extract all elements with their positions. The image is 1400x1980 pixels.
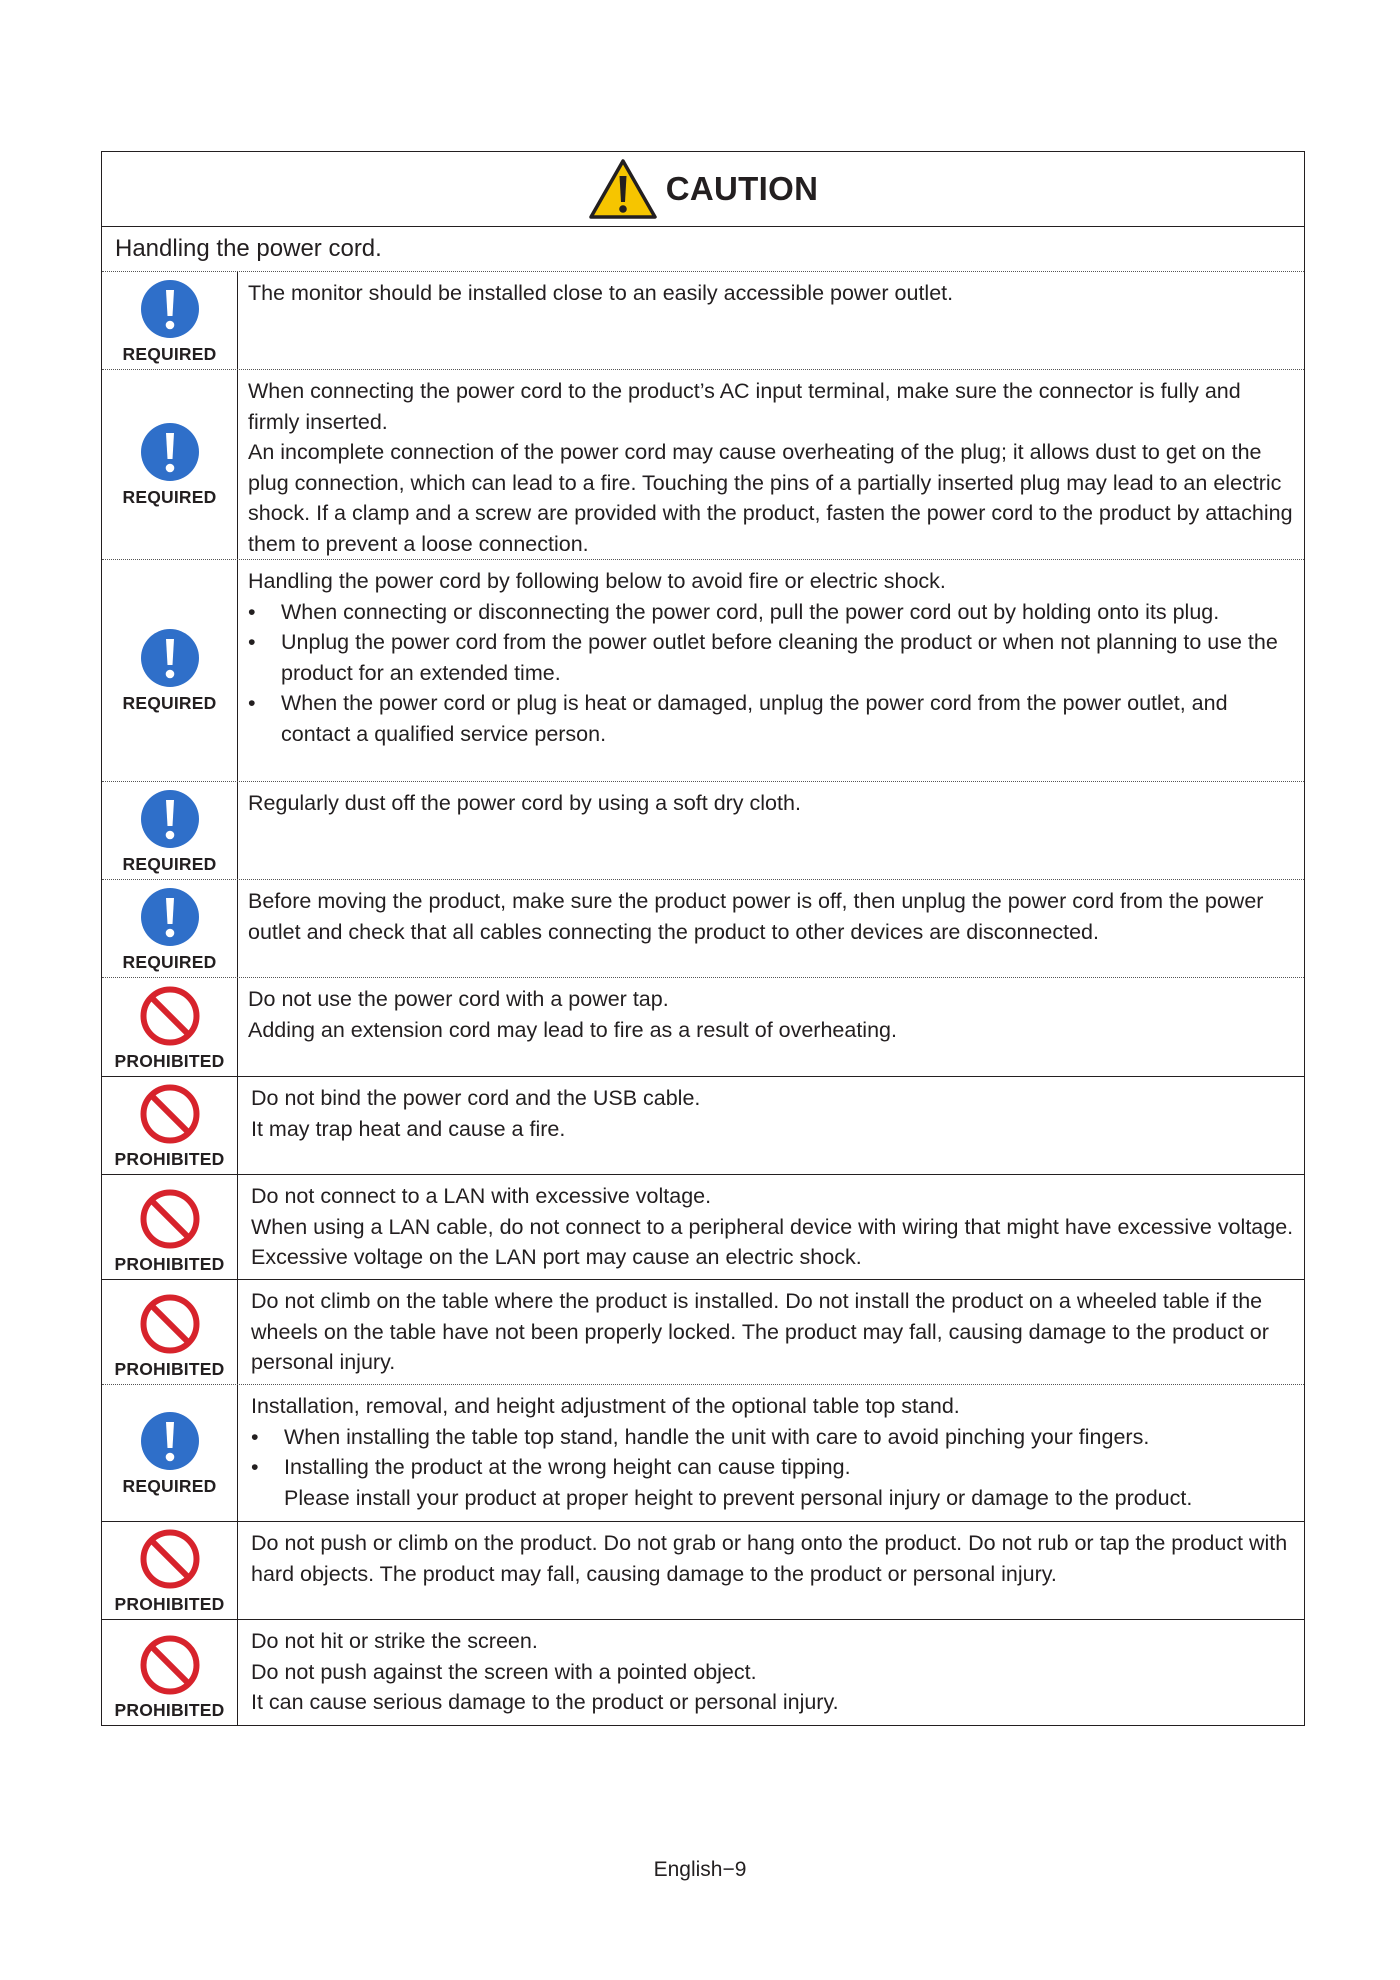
required-icon: [139, 421, 201, 483]
caution-row: [102, 1280, 1304, 1385]
required-label: REQUIRED: [122, 854, 217, 874]
caution-row: [102, 782, 1304, 880]
bullet-text: When installing the table top stand, handle the unit with care to avoid pinching your fingers.: [284, 1424, 1150, 1449]
required-cell: [102, 782, 238, 879]
required-cell: [102, 560, 238, 781]
required-cell: [102, 880, 238, 977]
prohibited-cell: [102, 1280, 238, 1384]
required-icon: [139, 278, 201, 340]
warning-triangle-icon: [588, 158, 658, 220]
prohibited-cell: [102, 1175, 238, 1279]
required-cell: [102, 370, 238, 559]
caution-header: [102, 152, 1304, 227]
row-text: [238, 1077, 1304, 1174]
row-text: [238, 1280, 1304, 1384]
prohibited-icon: [139, 1188, 201, 1250]
prohibited-label: PROHIBITED: [114, 1700, 225, 1720]
prohibited-label: PROHIBITED: [114, 1594, 225, 1614]
caution-title: CAUTION: [665, 170, 819, 207]
prohibited-cell: [102, 1522, 238, 1619]
prohibited-label: PROHIBITED: [114, 1051, 225, 1071]
bullet-item: • When installing the table top stand, handle the unit with care to avoid pinching your fingers.: [251, 1422, 1294, 1453]
text-line: An incomplete connection of the power cord may cause overheating of the plug; it allows dust to get on the plug connection, which can lead to a fire. Touching the pins of a partially inserted plug may lead to an electric shock. If a clamp and a screw are provided with the product, fasten the power cord to the product by attaching them to prevent a loose connection.: [248, 440, 1293, 556]
required-cell: [102, 272, 238, 369]
caution-row: [102, 978, 1304, 1077]
bullet-item: • When connecting or disconnecting the power cord, pull the power cord out by holding onto its plug.: [248, 597, 1294, 628]
caution-row: [102, 1522, 1304, 1620]
caution-row: [102, 1175, 1304, 1280]
caution-row: [102, 1620, 1304, 1725]
text-line: When connecting the power cord to the product’s AC input terminal, make sure the connector is fully and firmly inserted.: [248, 379, 1241, 434]
bullet-text: Installing the product at the wrong height can cause tipping.: [284, 1455, 851, 1480]
caution-row: [102, 560, 1304, 782]
text-line: It may trap heat and cause a fire.: [251, 1116, 566, 1141]
bullet-item: • Unplug the power cord from the power outlet before cleaning the product or when not planning to use the product for an extended time.: [248, 627, 1294, 688]
text-line: Installation, removal, and height adjustment of the optional table top stand.: [251, 1394, 960, 1418]
text-line: Do not bind the power cord and the USB cable.: [251, 1086, 701, 1110]
text-line: Before moving the product, make sure the product power is off, then unplug the power cord from the power outlet and check that all cables connecting the product to other devices are disconnected.: [248, 889, 1264, 944]
prohibited-icon: [139, 1293, 201, 1355]
bullet-continuation: [251, 1483, 1294, 1514]
caution-row: [102, 370, 1304, 560]
prohibited-icon: [139, 1083, 201, 1145]
text-line: Do not connect to a LAN with excessive voltage.: [251, 1184, 712, 1208]
required-icon: [139, 627, 201, 689]
row-text: [238, 1175, 1304, 1279]
prohibited-label: PROHIBITED: [114, 1254, 225, 1274]
prohibited-icon: [139, 985, 201, 1047]
prohibited-cell: [102, 978, 238, 1076]
text-line: Handling the power cord by following below to avoid fire or electric shock.: [248, 569, 946, 593]
text-line: When using a LAN cable, do not connect to a peripheral device with wiring that might have excessive voltage. Excessive voltage on the LAN port may cause an electric shock.: [251, 1214, 1294, 1270]
required-icon: [139, 1410, 201, 1472]
caution-row: [102, 1077, 1304, 1175]
bullet-item: • Installing the product at the wrong height can cause tipping.: [251, 1452, 1294, 1483]
caution-table: [101, 151, 1305, 1726]
row-text: [238, 272, 1304, 369]
row-text: [238, 1385, 1304, 1521]
text-line: Regularly dust off the power cord by using a soft dry cloth.: [248, 791, 801, 815]
required-label: REQUIRED: [122, 952, 217, 972]
row-text: [238, 370, 1304, 559]
bullet-item: • When the power cord or plug is heat or damaged, unplug the power cord from the power outlet, and contact a qualified service person.: [248, 688, 1294, 749]
required-icon: [139, 886, 201, 948]
caution-row: [102, 880, 1304, 978]
bullet-text: When the power cord or plug is heat or damaged, unplug the power cord from the power outlet, and contact a qualified service person.: [281, 691, 1228, 746]
prohibited-icon: [139, 1528, 201, 1590]
row-text: [238, 560, 1304, 781]
caution-row: [102, 272, 1304, 370]
bullet-text: Unplug the power cord from the power outlet before cleaning the product or when not planning to use the product for an extended time.: [281, 630, 1278, 685]
prohibited-label: PROHIBITED: [114, 1149, 225, 1169]
row-text: [238, 880, 1304, 977]
prohibited-cell: [102, 1077, 238, 1174]
text-line: The monitor should be installed close to an easily accessible power outlet.: [248, 281, 954, 305]
bullet-text: Please install your product at proper height to prevent personal injury or damage to the product.: [284, 1485, 1193, 1510]
required-label: REQUIRED: [122, 1475, 217, 1496]
page-number: English−9: [653, 1858, 747, 1881]
row-text: [238, 1522, 1304, 1619]
text-line: Do not hit or strike the screen.: [251, 1629, 538, 1653]
text-line: Do not climb on the table where the product is installed. Do not install the product on a wheeled table if the wheels on the table have not been properly locked. The product may fall, causing damage to the product or personal injury.: [251, 1289, 1269, 1375]
section-title: Handling the power cord.: [102, 227, 1304, 272]
caution-row: [102, 1385, 1304, 1522]
required-icon: [139, 788, 201, 850]
row-text: [238, 978, 1304, 1076]
prohibited-cell: [102, 1620, 238, 1725]
text-line: It can cause serious damage to the product or personal injury.: [251, 1690, 839, 1715]
required-label: REQUIRED: [122, 344, 217, 364]
text-line: Do not use the power cord with a power tap.: [248, 987, 669, 1011]
text-line: Do not push against the screen with a pointed object.: [251, 1659, 757, 1684]
required-label: REQUIRED: [122, 693, 217, 713]
row-text: [238, 782, 1304, 879]
prohibited-label: PROHIBITED: [114, 1359, 225, 1379]
required-cell: [102, 1385, 238, 1521]
prohibited-icon: [139, 1634, 201, 1696]
required-label: REQUIRED: [122, 487, 217, 507]
row-text: [238, 1620, 1304, 1725]
bullet-text: When connecting or disconnecting the power cord, pull the power cord out by holding onto its plug.: [281, 599, 1220, 624]
text-line: Do not push or climb on the product. Do not grab or hang onto the product. Do not rub or tap the product with hard objects. The product may fall, causing damage to the product or personal injury.: [251, 1531, 1288, 1586]
text-line: Adding an extension cord may lead to fire as a result of overheating.: [248, 1017, 897, 1042]
